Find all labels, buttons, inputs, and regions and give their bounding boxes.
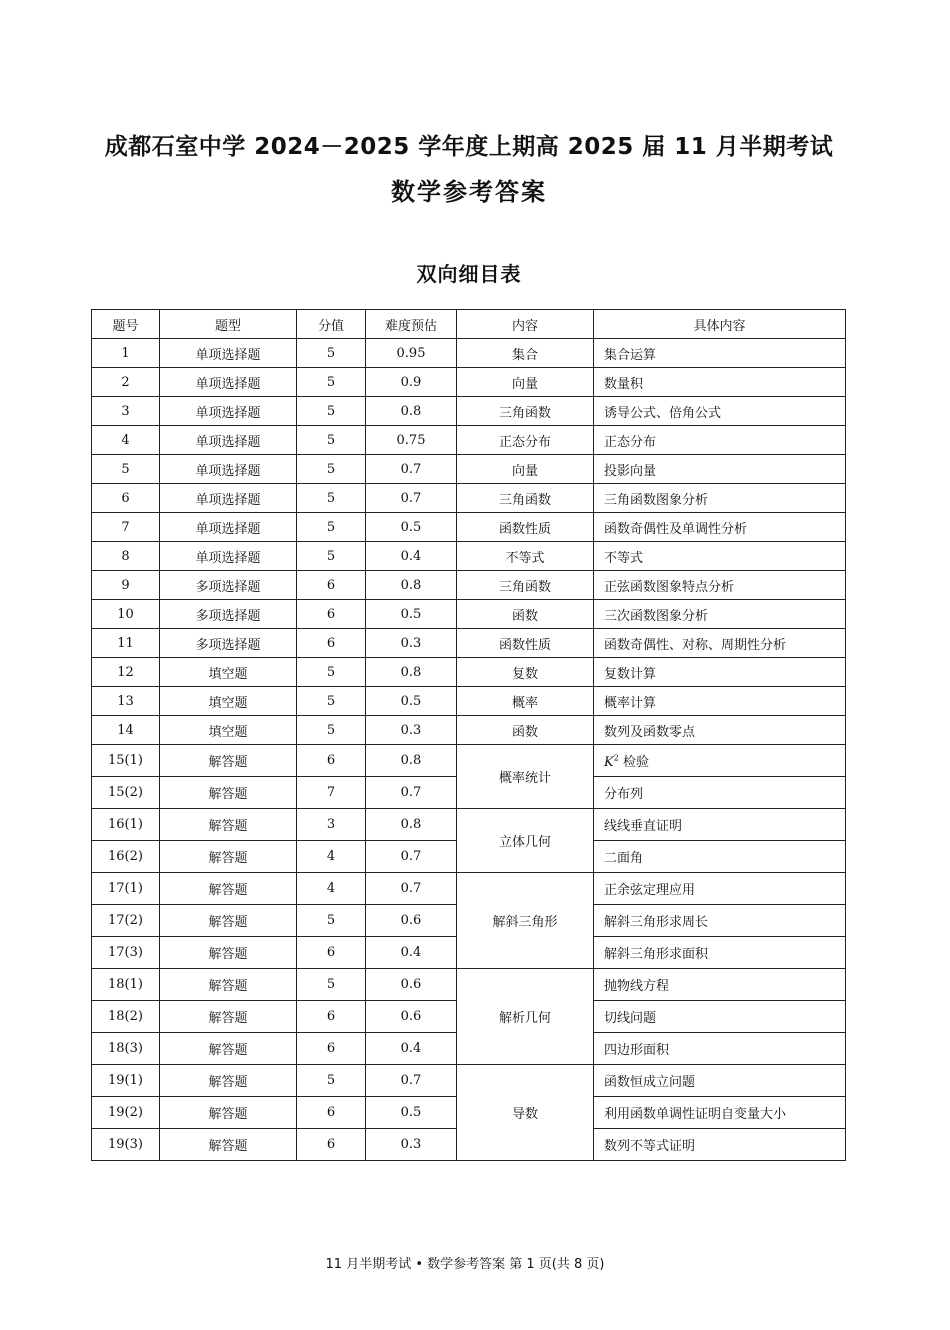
cell-detail <box>594 745 846 777</box>
cell-type: 解答题 <box>160 1129 297 1161</box>
cell-detail: 投影向量 <box>594 455 846 484</box>
cell-type: 单项选择题 <box>160 426 297 455</box>
cell-difficulty: 0.7 <box>366 777 457 809</box>
table-header-row <box>92 310 846 339</box>
cell-type: 填空题 <box>160 716 297 745</box>
cell-score: 5 <box>297 658 366 687</box>
cell-score: 6 <box>297 600 366 629</box>
document-title: 成都石室中学 2024－2025 学年度上期高 2025 届 11 月半期考试 <box>104 134 834 160</box>
table-row <box>92 397 846 426</box>
table-row <box>92 600 846 629</box>
cell-content: 函数性质 <box>457 629 594 658</box>
cell-type: 解答题 <box>160 969 297 1001</box>
cell-number: 6 <box>92 484 160 513</box>
cell-type: 多项选择题 <box>160 571 297 600</box>
cell-score: 5 <box>297 455 366 484</box>
cell-detail: 利用函数单调性证明自变量大小 <box>594 1097 846 1129</box>
cell-type: 填空题 <box>160 687 297 716</box>
specification-table <box>91 309 846 1161</box>
cell-detail: 三角函数图象分析 <box>594 484 846 513</box>
section-title: 双向细目表 <box>416 262 522 286</box>
cell-type: 解答题 <box>160 873 297 905</box>
document-subtitle: 数学参考答案 <box>391 178 547 206</box>
cell-detail: 函数恒成立问题 <box>594 1065 846 1097</box>
cell-number: 15(2) <box>92 777 160 809</box>
cell-content: 复数 <box>457 658 594 687</box>
cell-score: 5 <box>297 969 366 1001</box>
cell-type: 解答题 <box>160 1097 297 1129</box>
cell-score: 5 <box>297 339 366 368</box>
table-row <box>92 687 846 716</box>
cell-content: 解析几何 <box>457 969 594 1065</box>
cell-detail: 数量积 <box>594 368 846 397</box>
cell-number: 4 <box>92 426 160 455</box>
table-row <box>92 658 846 687</box>
cell-score: 5 <box>297 484 366 513</box>
cell-number: 1 <box>92 339 160 368</box>
table-row <box>92 455 846 484</box>
cell-detail: 解斜三角形求周长 <box>594 905 846 937</box>
col-header-content: 内容 <box>457 310 594 339</box>
cell-score: 7 <box>297 777 366 809</box>
cell-difficulty: 0.7 <box>366 455 457 484</box>
table-row <box>92 1065 846 1097</box>
cell-type: 解答题 <box>160 905 297 937</box>
cell-difficulty: 0.75 <box>366 426 457 455</box>
cell-number: 16(2) <box>92 841 160 873</box>
table-row <box>92 745 846 777</box>
cell-difficulty: 0.8 <box>366 658 457 687</box>
cell-difficulty: 0.95 <box>366 339 457 368</box>
cell-number: 2 <box>92 368 160 397</box>
cell-number: 10 <box>92 600 160 629</box>
cell-type: 多项选择题 <box>160 629 297 658</box>
cell-content: 三角函数 <box>457 397 594 426</box>
cell-score: 5 <box>297 513 366 542</box>
cell-detail: 数列及函数零点 <box>594 716 846 745</box>
cell-type: 解答题 <box>160 937 297 969</box>
cell-type: 解答题 <box>160 745 297 777</box>
cell-score: 6 <box>297 571 366 600</box>
cell-detail: 函数奇偶性及单调性分析 <box>594 513 846 542</box>
cell-type: 单项选择题 <box>160 339 297 368</box>
table-row <box>92 339 846 368</box>
col-header-type: 题型 <box>160 310 297 339</box>
table-row <box>92 542 846 571</box>
cell-detail: 函数奇偶性、对称、周期性分析 <box>594 629 846 658</box>
cell-detail: 抛物线方程 <box>594 969 846 1001</box>
cell-score: 5 <box>297 542 366 571</box>
cell-difficulty: 0.8 <box>366 745 457 777</box>
cell-content: 解斜三角形 <box>457 873 594 969</box>
table-row <box>92 571 846 600</box>
cell-type: 单项选择题 <box>160 513 297 542</box>
cell-content: 概率 <box>457 687 594 716</box>
cell-number: 3 <box>92 397 160 426</box>
table-row <box>92 484 846 513</box>
cell-detail: 线线垂直证明 <box>594 809 846 841</box>
cell-difficulty: 0.4 <box>366 542 457 571</box>
cell-number: 7 <box>92 513 160 542</box>
cell-number: 13 <box>92 687 160 716</box>
k-symbol: K <box>604 755 614 770</box>
cell-content: 三角函数 <box>457 571 594 600</box>
cell-score: 5 <box>297 368 366 397</box>
col-header-score: 分值 <box>297 310 366 339</box>
cell-score: 5 <box>297 687 366 716</box>
table-row <box>92 873 846 905</box>
cell-content: 立体几何 <box>457 809 594 873</box>
cell-number: 15(1) <box>92 745 160 777</box>
cell-difficulty: 0.7 <box>366 841 457 873</box>
cell-score: 5 <box>297 1065 366 1097</box>
cell-type: 填空题 <box>160 658 297 687</box>
cell-detail: 四边形面积 <box>594 1033 846 1065</box>
cell-score: 4 <box>297 841 366 873</box>
cell-score: 5 <box>297 397 366 426</box>
cell-score: 3 <box>297 809 366 841</box>
col-header-detail: 具体内容 <box>594 310 846 339</box>
cell-difficulty: 0.7 <box>366 873 457 905</box>
cell-number: 17(2) <box>92 905 160 937</box>
cell-detail: 分布列 <box>594 777 846 809</box>
cell-type: 解答题 <box>160 1001 297 1033</box>
cell-detail: 复数计算 <box>594 658 846 687</box>
cell-number: 5 <box>92 455 160 484</box>
cell-score: 6 <box>297 937 366 969</box>
cell-difficulty: 0.6 <box>366 969 457 1001</box>
cell-detail-text: 检验 <box>622 755 649 770</box>
cell-score: 6 <box>297 1033 366 1065</box>
cell-content: 函数 <box>457 600 594 629</box>
cell-difficulty: 0.5 <box>366 600 457 629</box>
table-row <box>92 809 846 841</box>
cell-difficulty: 0.4 <box>366 937 457 969</box>
table-row <box>92 629 846 658</box>
cell-score: 6 <box>297 1001 366 1033</box>
col-header-number: 题号 <box>92 310 160 339</box>
cell-detail: 概率计算 <box>594 687 846 716</box>
cell-difficulty: 0.5 <box>366 513 457 542</box>
cell-detail: 切线问题 <box>594 1001 846 1033</box>
cell-number: 18(2) <box>92 1001 160 1033</box>
cell-content: 导数 <box>457 1065 594 1161</box>
cell-type: 解答题 <box>160 777 297 809</box>
cell-type: 单项选择题 <box>160 368 297 397</box>
cell-detail: 解斜三角形求面积 <box>594 937 846 969</box>
cell-difficulty: 0.4 <box>366 1033 457 1065</box>
cell-content: 函数 <box>457 716 594 745</box>
page-footer: 11 月半期考试 • 数学参考答案 第 1 页(共 8 页) <box>325 1257 605 1272</box>
cell-type: 单项选择题 <box>160 484 297 513</box>
cell-difficulty: 0.7 <box>366 484 457 513</box>
cell-type: 单项选择题 <box>160 397 297 426</box>
col-header-difficulty: 难度预估 <box>366 310 457 339</box>
cell-content: 向量 <box>457 455 594 484</box>
cell-score: 6 <box>297 1129 366 1161</box>
cell-number: 19(2) <box>92 1097 160 1129</box>
cell-content: 三角函数 <box>457 484 594 513</box>
cell-detail: 集合运算 <box>594 339 846 368</box>
cell-number: 18(1) <box>92 969 160 1001</box>
cell-content: 向量 <box>457 368 594 397</box>
table-row <box>92 426 846 455</box>
cell-type: 解答题 <box>160 1065 297 1097</box>
table-row <box>92 716 846 745</box>
cell-difficulty: 0.6 <box>366 1001 457 1033</box>
k-superscript: 2 <box>613 753 619 763</box>
cell-score: 6 <box>297 1097 366 1129</box>
cell-difficulty: 0.9 <box>366 368 457 397</box>
cell-number: 9 <box>92 571 160 600</box>
cell-type: 多项选择题 <box>160 600 297 629</box>
cell-type: 单项选择题 <box>160 542 297 571</box>
cell-detail: 二面角 <box>594 841 846 873</box>
cell-number: 11 <box>92 629 160 658</box>
cell-content: 函数性质 <box>457 513 594 542</box>
table-row <box>92 368 846 397</box>
table-row <box>92 969 846 1001</box>
cell-content: 正态分布 <box>457 426 594 455</box>
cell-number: 19(1) <box>92 1065 160 1097</box>
cell-number: 19(3) <box>92 1129 160 1161</box>
cell-score: 6 <box>297 745 366 777</box>
cell-type: 解答题 <box>160 809 297 841</box>
cell-difficulty: 0.5 <box>366 687 457 716</box>
cell-difficulty: 0.8 <box>366 397 457 426</box>
cell-number: 16(1) <box>92 809 160 841</box>
cell-difficulty: 0.8 <box>366 809 457 841</box>
cell-number: 17(3) <box>92 937 160 969</box>
cell-detail: 三次函数图象分析 <box>594 600 846 629</box>
cell-number: 8 <box>92 542 160 571</box>
cell-score: 5 <box>297 905 366 937</box>
table-row <box>92 513 846 542</box>
cell-type: 解答题 <box>160 1033 297 1065</box>
cell-detail: 诱导公式、倍角公式 <box>594 397 846 426</box>
cell-detail: 正弦函数图象特点分析 <box>594 571 846 600</box>
cell-difficulty: 0.6 <box>366 905 457 937</box>
cell-content: 不等式 <box>457 542 594 571</box>
cell-detail: 数列不等式证明 <box>594 1129 846 1161</box>
cell-content: 概率统计 <box>457 745 594 809</box>
cell-content: 集合 <box>457 339 594 368</box>
cell-difficulty: 0.3 <box>366 1129 457 1161</box>
cell-difficulty: 0.7 <box>366 1065 457 1097</box>
cell-score: 4 <box>297 873 366 905</box>
cell-type: 解答题 <box>160 841 297 873</box>
cell-type: 单项选择题 <box>160 455 297 484</box>
cell-number: 17(1) <box>92 873 160 905</box>
cell-difficulty: 0.3 <box>366 629 457 658</box>
cell-number: 14 <box>92 716 160 745</box>
cell-difficulty: 0.8 <box>366 571 457 600</box>
cell-detail: 不等式 <box>594 542 846 571</box>
cell-score: 5 <box>297 716 366 745</box>
cell-detail: 正态分布 <box>594 426 846 455</box>
cell-number: 12 <box>92 658 160 687</box>
cell-detail: 正余弦定理应用 <box>594 873 846 905</box>
cell-number: 18(3) <box>92 1033 160 1065</box>
cell-score: 5 <box>297 426 366 455</box>
cell-score: 6 <box>297 629 366 658</box>
cell-difficulty: 0.5 <box>366 1097 457 1129</box>
cell-difficulty: 0.3 <box>366 716 457 745</box>
